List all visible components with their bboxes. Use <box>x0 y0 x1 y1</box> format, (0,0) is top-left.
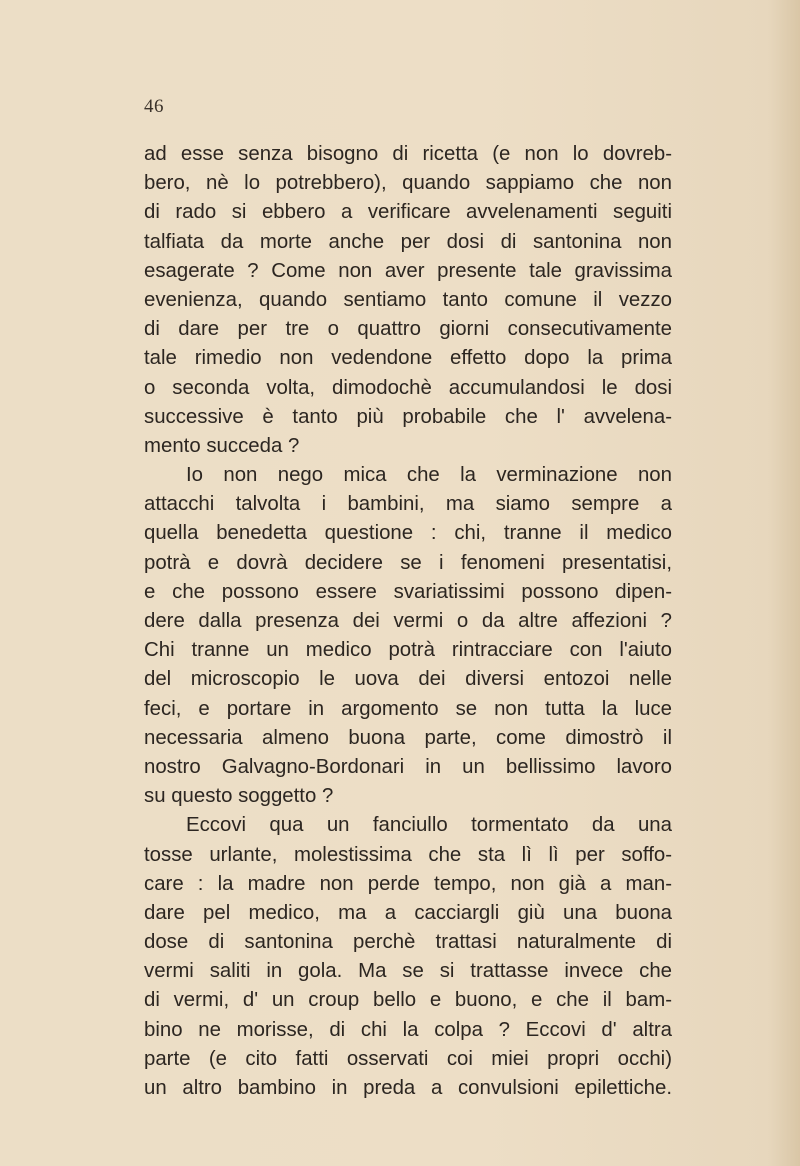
text-line: tale rimedio non vedendone effetto dopo la prima <box>144 347 672 370</box>
text-line: ad esse senza bisogno di ricetta (e non lo dovreb- <box>144 143 672 165</box>
text-line: bino ne morisse, di chi la colpa ? Eccovi d' altra <box>144 1018 672 1041</box>
text-line: un altro bambino in preda a convulsioni epilettiche. <box>144 1077 672 1099</box>
text-line: successive è tanto più probabile che l' avvelena- <box>144 405 672 428</box>
text-line: Chi tranne un medico potrà rintracciare con l'aiuto <box>144 639 672 662</box>
text-line: mento succeda ? <box>144 434 300 457</box>
text-line: di dare per tre o quattro giorni consecutivamente <box>144 318 672 341</box>
page-number: 46 <box>144 96 164 117</box>
text-line: potrà e dovrà decidere se i fenomeni presentatisi, <box>144 551 672 574</box>
text-line: Eccovi qua un fanciullo tormentato da una <box>186 814 672 837</box>
text-line: su questo soggetto ? <box>144 785 334 808</box>
text-line: del microscopio le uova dei diversi entozoi nelle <box>144 668 672 691</box>
text-line: Io non nego mica che la verminazione non <box>186 464 672 487</box>
text-line: tosse urlante, molestissima che sta lì lì per soffo- <box>144 843 672 866</box>
text-line: feci, e portare in argomento se non tutta la luce <box>144 697 672 720</box>
text-line: talfiata da morte anche per dosi di santonina non <box>144 230 672 253</box>
text-line: attacchi talvolta i bambini, ma siamo sempre a <box>144 493 672 516</box>
text-line: evenienza, quando sentiamo tanto comune il vezzo <box>144 288 672 311</box>
text-line: parte (e cito fatti osservati coi miei propri occhi) <box>144 1047 672 1070</box>
text-line: dose di santonina perchè trattasi naturalmente di <box>144 931 672 954</box>
text-line: quella benedetta questione : chi, tranne il medico <box>144 522 672 545</box>
text-line: esagerate ? Come non aver presente tale gravissima <box>144 259 672 282</box>
text-line: e che possono essere svariatissimi possono dipen- <box>144 580 672 603</box>
text-line: necessaria almeno buona parte, come dimostrò il <box>144 726 672 749</box>
text-line: care : la madre non perde tempo, non già a man- <box>144 872 672 895</box>
text-line: o seconda volta, dimodochè accumulandosi le dosi <box>144 376 672 399</box>
text-line: dere dalla presenza dei vermi o da altre affezioni ? <box>144 610 672 632</box>
body-text <box>144 140 672 1103</box>
text-line: di vermi, d' un croup bello e buono, e che il bam- <box>144 989 672 1012</box>
text-line: nostro Galvagno-Bordonari in un bellissimo lavoro <box>144 755 672 778</box>
text-line: bero, nè lo potrebbero), quando sappiamo che non <box>144 172 672 195</box>
text-line: vermi saliti in gola. Ma se si trattasse invece che <box>144 960 672 983</box>
text-line: dare pel medico, ma a cacciargli giù una buona <box>144 901 672 924</box>
text-line: di rado si ebbero a verificare avvelenamenti seguiti <box>144 201 672 224</box>
